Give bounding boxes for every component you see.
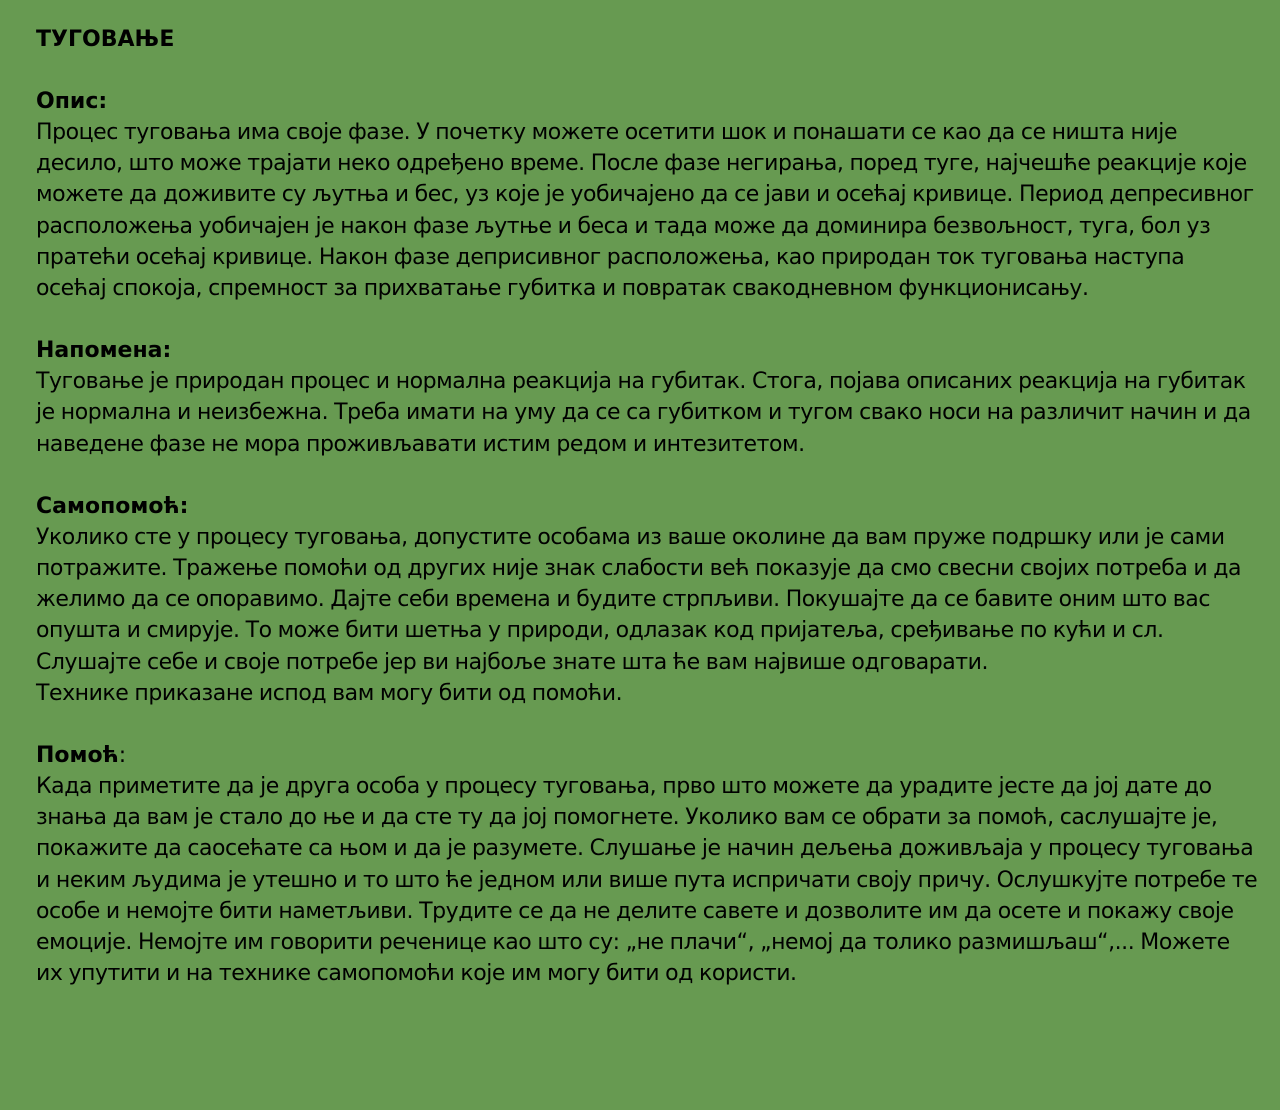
section-description <box>36 86 1260 304</box>
section-heading-text: Помоћ <box>36 743 119 769</box>
section-paragraph: Уколико сте у процесу туговања, допустите особама из ваше околине да вам пруже подршку или је сами потражите. Тражење помоћи од других није знак слабости већ показује да смо свесни својих потреба и да желимо да се опоравимо. Дајте себи времена и будите стрпљиви. Покушајте да се бавите оним што вас опушта и смирује. То може бити шетња у природи, одлазак код пријатеља, сређивање по кући и сл. Слушајте себе и своје потребе јер ви најбоље знате шта ће вам највише одговарати. <box>36 524 1242 675</box>
section-heading: Напомена: <box>36 338 172 364</box>
section-note <box>36 335 1260 460</box>
section-paragraph: Технике приказане испод вам могу бити од помоћи. <box>36 680 623 706</box>
section-heading: Опис: <box>36 89 108 114</box>
section-heading <box>36 740 1260 771</box>
section-heading-colon: : <box>118 743 127 769</box>
section-heading: Самопомоћ: <box>36 493 189 519</box>
section-paragraph: Када приметите да је друга особа у процесу туговања, прво што можете да урадите јесте да јој дате до знања да вам је стало до ње и да сте ту да јој помогнете. Уколико вам се обрати за помоћ, саслушајте је, покажите да саосећате са њом и да је разумете. Слушање је начин дељења доживљаја у процесу туговања и неким људима је утешно и то што ће једном или више пута испричати своју причу. Ослушкујте потребе те особе и немојте бити наметљиви. Трудите се да не делите савете и дозволите им да осете и покажу своје емоције. Немојте им говорити реченице као што су: „не плачи“, „немој да толико размишљаш“,... Можете их упутити и на технике самопомоћи које им могу бити од користи. <box>36 774 1258 987</box>
section-paragraph: Процес туговања има своје фазе. У почетку можете осетити шок и понашати се као да се ништа није десило, што може трајати неко одређено време. После фазе негирања, поред туге, најчешће реакције које можете да доживите су љутња и бес, уз које је уобичајено да се јави и осећај кривице. Период депресивног расположења уобичајен је након фазе љутње и беса и тада може да доминира безвољност, туга, бол уз пратећи осећај кривице. Након фазе деприсивног расположења, као природан ток туговања наступа осећај спокоја, спремност за прихватање губитка и повратак свакодневном функционисању. <box>36 120 1254 302</box>
page-title: ТУГОВАЊЕ <box>36 27 175 52</box>
section-help <box>36 740 1260 989</box>
section-self-help <box>36 491 1260 709</box>
section-paragraph: Туговање је природан процес и нормална реакција на губитак. Стога, појава описаних реакција на губитак је нормална и неизбежна. Треба имати на уму да се са губитком и тугом свако носи на различит начин и да наведене фазе не мора проживљавати истим редом и интезитетом. <box>36 369 1251 457</box>
